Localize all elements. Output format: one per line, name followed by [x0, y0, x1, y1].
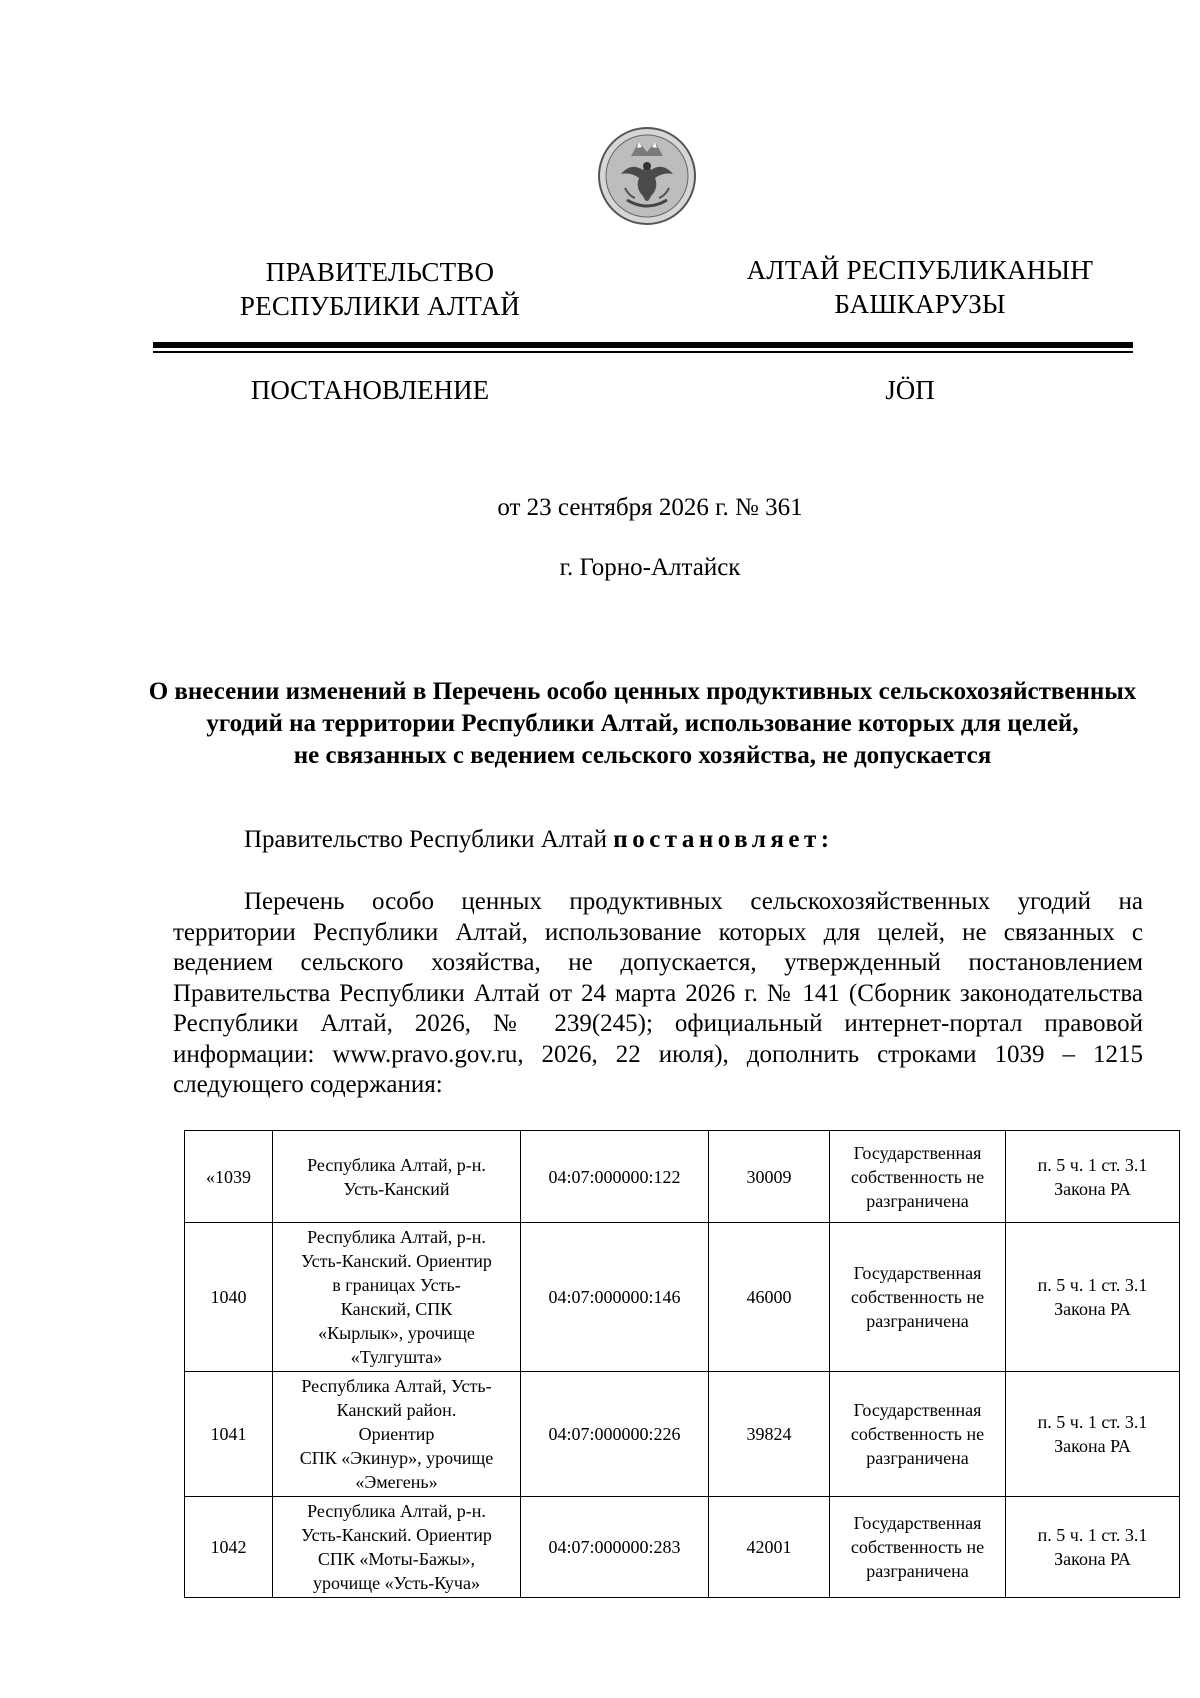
doc-type-left: ПОСТАНОВЛЕНИЕ	[250, 375, 490, 405]
cell-ownership	[830, 1131, 1006, 1223]
table-row	[185, 1223, 1180, 1372]
cell-location	[273, 1372, 521, 1497]
cell-cadastral: 04:07:000000:226	[521, 1372, 709, 1497]
cell-ownership-line: собственность не	[850, 1166, 985, 1187]
cell-location-line: «Эмегень»	[355, 1472, 438, 1492]
header-divider-thin	[153, 351, 1133, 353]
doc-type-right: JÖП	[885, 375, 935, 405]
preamble	[244, 826, 1044, 854]
cell-ownership-line: Государственная	[853, 1263, 982, 1283]
city-line: г. Горно-Алтайск	[559, 554, 741, 581]
cell-location	[273, 1223, 521, 1372]
title-line-3: не связанных с ведением сельского хозяйства, не допускается	[293, 742, 992, 769]
table-row	[185, 1497, 1180, 1598]
preamble-text: Правительство Республики Алтай	[244, 826, 614, 853]
cell-ownership-line: разграничена	[866, 1190, 969, 1211]
table-row	[185, 1131, 1180, 1223]
parcels-table	[184, 1130, 1180, 1598]
cell-ownership-line: собственность не	[850, 1287, 985, 1307]
cell-basis	[1006, 1131, 1180, 1223]
cell-ownership-line: собственность не	[850, 1537, 985, 1557]
cell-location-line: Усть-Канский. Ориентир	[301, 1525, 492, 1545]
cell-location-line: Усть-Канский	[343, 1178, 450, 1199]
cell-ownership-line: Государственная	[853, 1400, 982, 1420]
cell-basis-line: п. 5 ч. 1 ст. 3.1	[1037, 1412, 1148, 1432]
cell-ownership-line: Государственная	[853, 1142, 982, 1163]
cell-ownership-line: разграничена	[866, 1561, 969, 1581]
cell-basis	[1006, 1497, 1180, 1598]
header-divider-thick	[153, 342, 1133, 348]
header-left-line2: РЕСПУБЛИКИ АЛТАЙ	[239, 291, 521, 321]
cell-location	[273, 1497, 521, 1598]
cell-location-line: Республика Алтай, р-н.	[307, 1154, 486, 1175]
coat-of-arms-emblem	[597, 126, 697, 226]
document-title	[140, 676, 1145, 772]
cell-cadastral: 04:07:000000:146	[521, 1223, 709, 1372]
cell-ownership-line: Государственная	[853, 1513, 982, 1533]
cell-ownership-line: собственность не	[850, 1424, 985, 1444]
cell-basis-line: Закона РА	[1054, 1549, 1131, 1569]
cell-basis	[1006, 1372, 1180, 1497]
cell-ownership	[830, 1372, 1006, 1497]
cell-location-line: в границах Усть-	[332, 1275, 461, 1295]
header-left-line1: ПРАВИТЕЛЬСТВО	[265, 257, 495, 287]
cell-location-line: Ориентир	[358, 1424, 435, 1444]
cell-area: 42001	[709, 1497, 830, 1598]
cell-area: 46000	[709, 1223, 830, 1372]
cell-location-line: Республика Алтай, р-н.	[307, 1501, 486, 1521]
preamble-emphasis: постановляет:	[613, 826, 834, 853]
cell-location-line: Усть-Канский. Ориентир	[301, 1251, 492, 1271]
cell-ownership	[830, 1497, 1006, 1598]
cell-area: 39824	[709, 1372, 830, 1497]
body-paragraph: Перечень особо ценных продуктивных сельскохозяйственных угодий на территории Республики Алтай, использование которых для целей, не связанных с ведением сельского хозяйства, не допускается, утвержденный постановлением Правительства Республики Алтай от 24 марта 2026 г. № 141 (Сборник законодательства Республики Алтай, 2026, № 239(245); официальный интернет-портал правовой информации: www.pravo.gov.ru, 2026, 22 июля), дополнить строками 1039 – 1215 следующего содержания:	[173, 888, 1143, 1098]
date-number-line: от 23 сентября 2026 г. № 361	[497, 494, 803, 521]
title-line-2: угодий на территории Республики Алтай, использование которых для целей,	[206, 710, 1079, 737]
table-row	[185, 1372, 1180, 1497]
cell-basis-line: Закона РА	[1054, 1436, 1131, 1456]
cell-ownership	[830, 1223, 1006, 1372]
cell-location-line: Республика Алтай, Усть-	[301, 1376, 492, 1396]
cell-num: 1041	[185, 1372, 273, 1497]
cell-location-line: Республика Алтай, р-н.	[307, 1227, 486, 1247]
cell-location-line: «Кырлык», урочище	[318, 1323, 475, 1343]
cell-num: 1040	[185, 1223, 273, 1372]
header-right-line1: АЛТАЙ РЕСПУБЛИКАНЫҤ	[746, 255, 1094, 285]
cell-basis	[1006, 1223, 1180, 1372]
cell-basis-line: Закона РА	[1054, 1178, 1131, 1199]
cell-basis-line: п. 5 ч. 1 ст. 3.1	[1037, 1154, 1148, 1175]
header-left-block	[210, 255, 550, 323]
cell-location-line: Канский район.	[336, 1400, 457, 1420]
cell-ownership-line: разграничена	[866, 1448, 969, 1468]
cell-location-line: Канский, СПК	[340, 1299, 453, 1319]
cell-location-line: СПК «Экинур», урочище	[299, 1448, 494, 1468]
cell-location	[273, 1131, 521, 1223]
cell-basis-line: п. 5 ч. 1 ст. 3.1	[1037, 1525, 1148, 1545]
header-right-line2: БАШКАРУЗЫ	[834, 289, 1006, 319]
cell-basis-line: п. 5 ч. 1 ст. 3.1	[1037, 1275, 1148, 1295]
title-line-1: О внесении изменений в Перечень особо ценных продуктивных сельскохозяйственных	[148, 678, 1137, 705]
cell-cadastral: 04:07:000000:283	[521, 1497, 709, 1598]
cell-location-line: «Тулгушта»	[350, 1347, 443, 1367]
cell-location-line: урочище «Усть-Куча»	[313, 1573, 480, 1593]
cell-cadastral: 04:07:000000:122	[521, 1131, 709, 1223]
cell-area: 30009	[709, 1131, 830, 1223]
cell-num: 1042	[185, 1497, 273, 1598]
cell-num: «1039	[185, 1131, 273, 1223]
cell-ownership-line: разграничена	[866, 1311, 969, 1331]
header-right-block	[720, 253, 1120, 321]
cell-basis-line: Закона РА	[1054, 1299, 1131, 1319]
cell-location-line: СПК «Моты-Бажы»,	[317, 1549, 476, 1569]
